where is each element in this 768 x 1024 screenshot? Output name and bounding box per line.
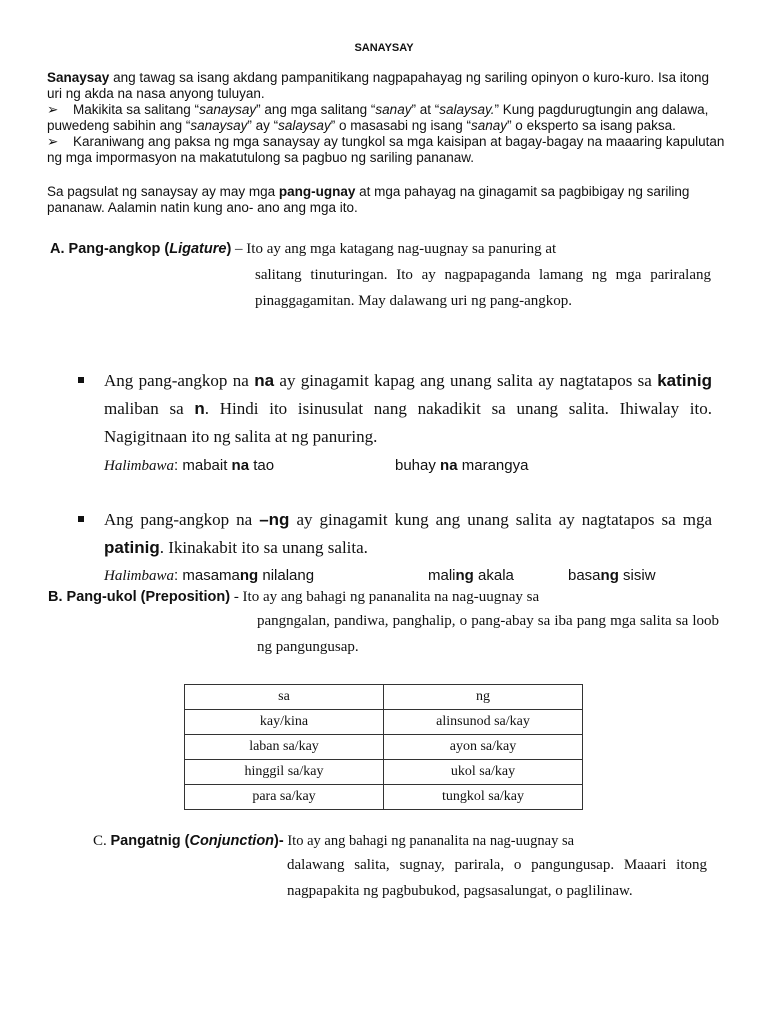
table-header: ng — [384, 685, 583, 710]
section-c-label: Pangatnig ( — [110, 833, 190, 849]
table-row — [185, 785, 583, 810]
section-a-heading — [50, 241, 730, 258]
bullet-1-text: ” at “ — [411, 102, 440, 117]
rule-1-part: maliban sa — [104, 399, 195, 418]
rule-1-bold: katinig — [657, 371, 712, 390]
bullet-1-text: ” ang mga salitang “ — [256, 102, 376, 117]
example-bold: ng — [600, 567, 619, 584]
table-cell: hinggil sa/kay — [185, 760, 384, 785]
section-a-desc: Ito ay ang mga katagang nag-uugnay sa panuring at — [246, 241, 557, 257]
table-row — [185, 735, 583, 760]
example-bold: ng — [455, 567, 474, 584]
section-b-heading — [48, 589, 728, 606]
square-bullet-icon — [78, 377, 84, 383]
section-a-label: A. Pang-angkop ( — [50, 241, 170, 257]
example-2 — [104, 566, 314, 586]
section-c-desc-rest: dalawang salita, sugnay, parirala, o pangungusap. Maaari itong nagpapakita ng pagbubukod, pagsasalungat, o paglilinaw. — [287, 857, 707, 899]
intro-paragraph — [47, 184, 727, 216]
example-bold: na — [231, 457, 250, 474]
example-2b — [428, 566, 514, 586]
bullet-1-italic: sanaysay — [190, 118, 248, 133]
rule-2-text — [104, 506, 712, 562]
rule-1-part: Ang pang-angkop na — [104, 371, 255, 390]
bullet-1-text: ” o eksperto sa isang paksa. — [507, 118, 676, 133]
definition-paragraph — [47, 70, 727, 102]
rule-1-part: ay ginagamit kapag ang unang salita ay nagtatapos sa — [274, 371, 658, 390]
example-text: : mabait — [174, 457, 232, 474]
page-title: SANAYSAY — [354, 42, 414, 54]
definition-text: ang tawag sa isang akdang pampanitikang nagpapahayag ng sariling opinyon o kuro-kuro. Isa itong uri ng akda na nasa anyong tuluyan. — [47, 70, 709, 101]
section-a-label: ) — [226, 241, 232, 257]
arrow-bullet-icon: ➢ — [47, 102, 59, 117]
table-cell: ayon sa/kay — [384, 735, 583, 760]
section-b-label: B. Pang-ukol (Preposition) — [48, 589, 231, 605]
section-c-label: )- — [274, 833, 284, 849]
table-cell: alinsunod sa/kay — [384, 710, 583, 735]
rule-1-text — [104, 367, 712, 451]
example-text: nilalang — [258, 567, 315, 584]
example-text: basa — [568, 567, 601, 584]
table-cell: ukol sa/kay — [384, 760, 583, 785]
rule-1-part: . Hindi ito isinusulat nang nakadikit sa unang salita. Ihiwalay ito. Nagigitnaan ito ng salita at ng panuring. — [104, 399, 712, 446]
section-c-heading — [93, 833, 733, 850]
square-bullet-icon — [78, 516, 84, 522]
section-b-desc: - Ito ay ang bahagi ng pananalita na nag-uugnay sa — [230, 589, 540, 605]
example-2c — [568, 566, 656, 586]
example-label: Halimbawa — [104, 568, 175, 584]
rule-2-bold: patinig — [104, 538, 160, 557]
example-text: marangya — [457, 457, 529, 474]
example-1 — [104, 456, 274, 476]
example-label: Halimbawa — [104, 458, 175, 474]
rule-2-part: . Ikinakabit ito sa unang salita. — [159, 538, 368, 557]
table-header-row — [185, 685, 583, 710]
section-b-desc-rest: pangngalan, pandiwa, panghalip, o pang-abay sa iba pang mga salita sa loob ng pangungusap. — [257, 613, 719, 655]
example-1b — [395, 456, 528, 476]
bullet-1-italic: sanaysay — [199, 102, 257, 117]
bullet-1-italic: sanay — [471, 118, 508, 133]
section-c-desc: Ito ay ang bahagi ng pananalita na nag-uugnay sa — [283, 833, 575, 849]
arrow-bullet-icon: ➢ — [47, 134, 59, 149]
intro-paragraph-bold: pang-ugnay — [278, 184, 356, 199]
table-cell: laban sa/kay — [185, 735, 384, 760]
example-text: tao — [249, 457, 275, 474]
bullet-2-text: Karaniwang ang paksa ng mga sanaysay ay tungkol sa mga kaisipan at bagay-bagay na maaaring kapulutan ng mga impormasyon na makatutulong sa pagbuo ng sariling pananaw. — [47, 134, 725, 165]
table-cell: para sa/kay — [185, 785, 384, 810]
section-a-desc-rest: salitang tinuturingan. Ito ay nagpapaganda lamang ng mga pariralang pinaggagamitan. May dalawang uri ng pang-angkop. — [255, 267, 711, 309]
table-cell: kay/kina — [185, 710, 384, 735]
section-c-letter: C. — [93, 833, 111, 849]
table-row — [185, 760, 583, 785]
example-bold: ng — [239, 567, 259, 584]
section-a-label-italic: Ligature — [169, 241, 227, 257]
section-a-dash: – — [231, 241, 247, 257]
bullet-1-text: ” o masasabi ng isang “ — [330, 118, 472, 133]
bullet-1-italic: sanay — [375, 102, 412, 117]
rule-2-part: Ang pang-angkop na — [104, 510, 260, 529]
intro-bullet-1 — [47, 102, 727, 134]
rule-1-bold: na — [254, 371, 275, 390]
rule-2-part: ay ginagamit kung ang unang salita ay nagtatapos sa mga — [289, 510, 713, 529]
rule-1-bold: n — [194, 399, 205, 418]
intro-bullet-2 — [47, 134, 727, 166]
example-text: buhay — [395, 457, 441, 474]
table-row — [185, 710, 583, 735]
example-bold: na — [440, 457, 458, 474]
preposition-table — [184, 684, 583, 810]
intro-paragraph-text: Sa pagsulat ng sanaysay ay may mga — [47, 184, 279, 199]
example-text: mali — [428, 567, 456, 584]
bullet-1-text: ” Kung pagdurugtungin ang dalawa, puwedeng sabihin ang “ — [47, 102, 709, 133]
table-header: sa — [185, 685, 384, 710]
section-c-label-italic: Conjunction — [189, 833, 275, 849]
table-cell: tungkol sa/kay — [384, 785, 583, 810]
example-text: akala — [473, 567, 514, 584]
rule-2-bold: –ng — [259, 510, 290, 529]
intro-section — [47, 70, 727, 216]
bullet-1-italic: salaysay — [278, 118, 331, 133]
bullet-1-italic: salaysay. — [439, 102, 495, 117]
intro-paragraph-text: at mga pahayag na ginagamit sa pagbibigay ng sariling pananaw. Aalamin natin kung ano- ano ang mga ito. — [47, 184, 690, 215]
bullet-1-text: ” ay “ — [247, 118, 279, 133]
example-text: : masama — [174, 567, 240, 584]
bullet-1-text: Makikita sa salitang “ — [73, 102, 200, 117]
example-text: sisiw — [618, 567, 656, 584]
definition-term: Sanaysay — [47, 70, 110, 85]
